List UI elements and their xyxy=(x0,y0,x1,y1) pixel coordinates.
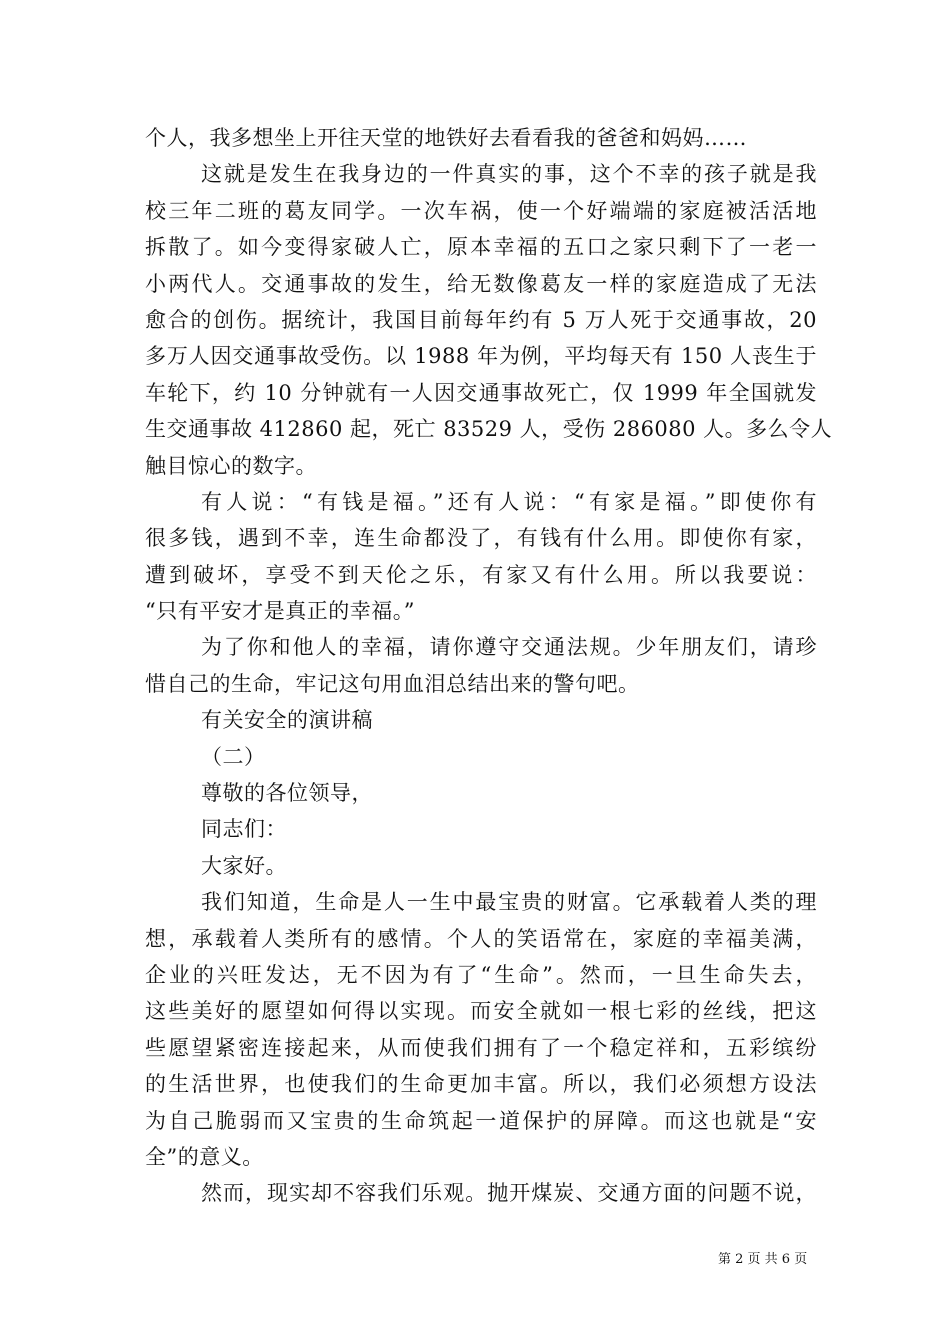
text-line: 车轮下，约 10 分钟就有一人因交通事故死亡，仅 1999 年全国就发 xyxy=(145,380,817,405)
text-line: 校三年二班的葛友同学。一次车祸，使一个好端端的家庭被活活地 xyxy=(145,198,817,223)
text-line: 生交通事故 412860 起，死亡 83529 人，受伤 286080 人。多么令人 xyxy=(145,417,833,442)
text-line: 我们知道，生命是人一生中最宝贵的财富。它承载着人类的理 xyxy=(201,890,817,915)
text-line: 有关安全的演讲稿 xyxy=(201,708,373,733)
text-line: 为自己脆弱而又宝贵的生命筑起一道保护的屏障。而这也就是“安 xyxy=(145,1108,817,1133)
text-line: 些愿望紧密连接起来，从而使我们拥有了一个稳定祥和，五彩缤纷 xyxy=(145,1035,817,1060)
text-line: 大家好。 xyxy=(201,853,287,878)
text-line: 很多钱，遇到不幸，连生命都没了，有钱有什么用。即使你有家， xyxy=(145,526,817,551)
text-line: 企业的兴旺发达，无不因为有了“生命”。然而，一旦生命失去， xyxy=(145,962,817,987)
text-line: 小两代人。交通事故的发生，给无数像葛友一样的家庭造成了无法 xyxy=(145,271,817,296)
text-line: 遭到破坏，享受不到天伦之乐，有家又有什么用。所以我要说： xyxy=(145,562,817,587)
text-line: 全”的意义。 xyxy=(145,1144,264,1169)
text-line: “只有平安才是真正的幸福。” xyxy=(145,599,415,624)
text-line: 多万人因交通事故受伤。以 1988 年为例，平均每天有 150 人丧生于 xyxy=(145,344,817,369)
text-line: 想，承载着人类所有的感情。个人的笑语常在，家庭的幸福美满， xyxy=(145,926,817,951)
text-line: 的生活世界，也使我们的生命更加丰富。所以，我们必须想方设法 xyxy=(145,1072,817,1097)
text-line: 惜自己的生命，牢记这句用血泪总结出来的警句吧。 xyxy=(145,671,640,696)
text-line: 这就是发生在我身边的一件真实的事，这个不幸的孩子就是我 xyxy=(201,162,817,187)
text-line: 个人，我多想坐上开往天堂的地铁好去看看我的爸爸和妈妈…… xyxy=(145,126,747,150)
text-line: 为了你和他人的幸福，请你遵守交通法规。少年朋友们，请珍 xyxy=(201,635,817,660)
text-line: 尊敬的各位领导， xyxy=(201,781,373,806)
body-text xyxy=(145,120,833,1212)
text-line: 这些美好的愿望如何得以实现。而安全就如一根七彩的丝线，把这 xyxy=(145,999,817,1024)
text-line: 然而，现实却不容我们乐观。抛开煤炭、交通方面的问题不说， xyxy=(201,1181,817,1206)
text-line: （二） xyxy=(201,744,266,769)
text-line: 有人说：“有钱是福。”还有人说：“有家是福。”即使你有 xyxy=(201,489,817,514)
text-line: 愈合的创伤。据统计，我国目前每年约有 5 万人死于交通事故，20 xyxy=(145,307,817,332)
page-number-footer: 第 2 页 共 6 页 xyxy=(718,1252,808,1267)
text-line: 触目惊心的数字。 xyxy=(145,453,317,478)
text-line: 拆散了。如今变得家破人亡，原本幸福的五口之家只剩下了一老一 xyxy=(145,235,817,260)
text-line: 同志们： xyxy=(201,817,287,842)
